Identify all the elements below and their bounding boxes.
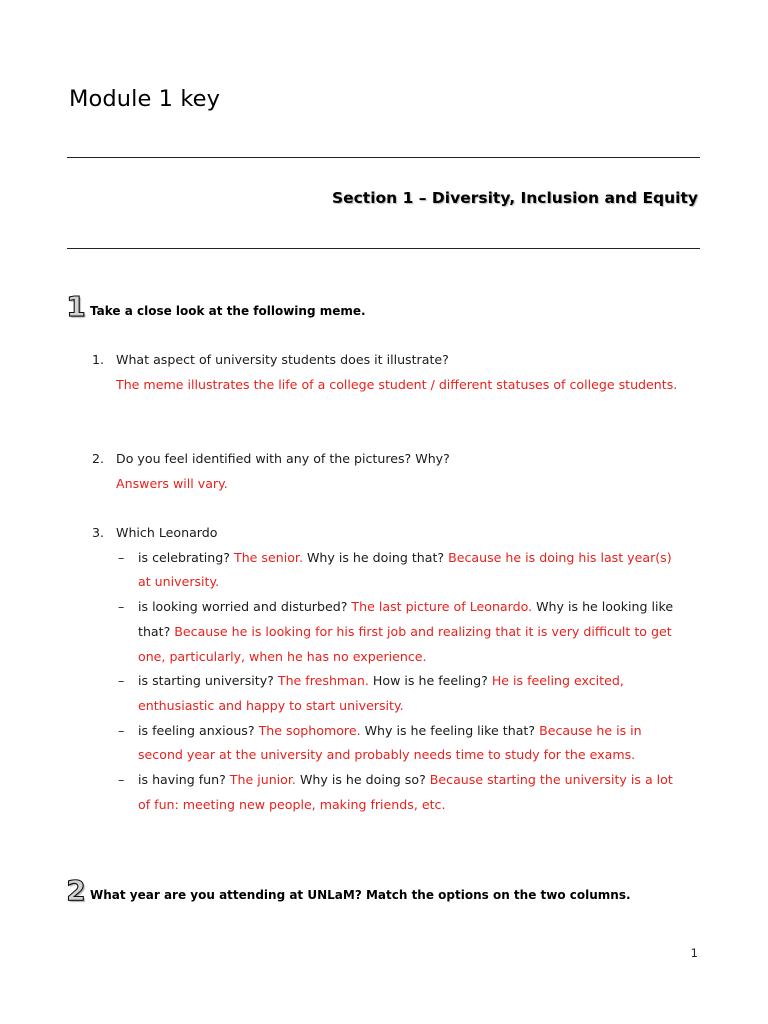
bullet-followup-answer: Because he is in second year at the university and probably needs time to study for the exams.	[138, 722, 642, 763]
bullet-answer: The last picture of Leonardo.	[351, 599, 533, 615]
bullet-dash: –	[118, 599, 125, 615]
list-item	[92, 719, 683, 768]
question-3	[92, 521, 712, 817]
bullet-dash: –	[118, 772, 125, 788]
page-number: 1	[690, 946, 698, 960]
bullet-followup-answer: Because he is looking for his first job and realizing that it is very difficult to get one, particularly, when he has no experience.	[138, 623, 672, 664]
bullet-followup-question: Why is he doing so?	[299, 772, 426, 788]
exercise-1-header	[65, 292, 366, 322]
bullet-question: is having fun?	[138, 772, 226, 788]
bullet-dash: –	[118, 549, 125, 565]
bullet-followup-question: Why is he feeling like that?	[364, 722, 536, 738]
bullet-question: is starting university?	[138, 673, 274, 689]
question-number: 2.	[92, 451, 105, 466]
answer-text: Answers will vary.	[116, 475, 228, 491]
bullet-followup-question: Why is he looking like that?	[138, 599, 674, 639]
leonardo-bullet-list	[92, 546, 712, 818]
bullet-answer: The senior.	[234, 549, 303, 565]
exercise-2-header	[65, 876, 631, 906]
question-text: Which Leonardo	[116, 525, 218, 540]
list-item	[92, 669, 683, 718]
list-item	[92, 768, 683, 817]
bullet-followup-question: How is he feeling?	[372, 673, 488, 689]
bullet-dash: –	[118, 722, 125, 738]
divider-bottom	[67, 248, 700, 249]
module-title: Module 1 key	[69, 86, 221, 112]
exercise-1-instruction: Take a close look at the following meme.	[90, 304, 366, 318]
question-text: Do you feel identified with any of the pictures? Why?	[116, 451, 450, 466]
bullet-question: is looking worried and disturbed?	[138, 599, 348, 615]
bullet-dash: –	[118, 673, 125, 689]
bullet-followup-answer: Because starting the university is a lot of fun: meeting new people, making friends, etc.	[138, 772, 673, 812]
bullet-followup-answer: He is feeling excited, enthusiastic and happy to start university.	[138, 673, 624, 713]
bullet-followup-answer: Because he is doing his last year(s) at university.	[138, 549, 672, 590]
bullet-followup-question: Why is he doing that?	[306, 549, 445, 565]
bullet-answer: The freshman.	[277, 673, 369, 689]
divider-top	[67, 157, 700, 158]
question-2	[92, 447, 712, 496]
bullet-question: is celebrating?	[138, 549, 230, 565]
question-number: 3.	[92, 525, 105, 540]
question-text: What aspect of university students does it illustrate?	[116, 352, 449, 367]
answer-text: The meme illustrates the life of a college student / different statuses of college students.	[116, 376, 678, 392]
bullet-answer: The sophomore.	[258, 722, 361, 738]
question-1	[92, 348, 712, 397]
exercise-1-number: 1	[66, 290, 86, 323]
exercise-2-instruction: What year are you attending at UNLaM? Match the options on the two columns.	[90, 888, 631, 902]
question-number: 1.	[92, 352, 105, 367]
exercise-2-number: 2	[66, 874, 86, 907]
section-title: Section 1 – Diversity, Inclusion and Equity	[331, 189, 698, 207]
list-item	[92, 595, 683, 669]
bullet-answer: The junior.	[229, 772, 296, 788]
list-item	[92, 546, 683, 595]
bullet-question: is feeling anxious?	[138, 722, 255, 738]
